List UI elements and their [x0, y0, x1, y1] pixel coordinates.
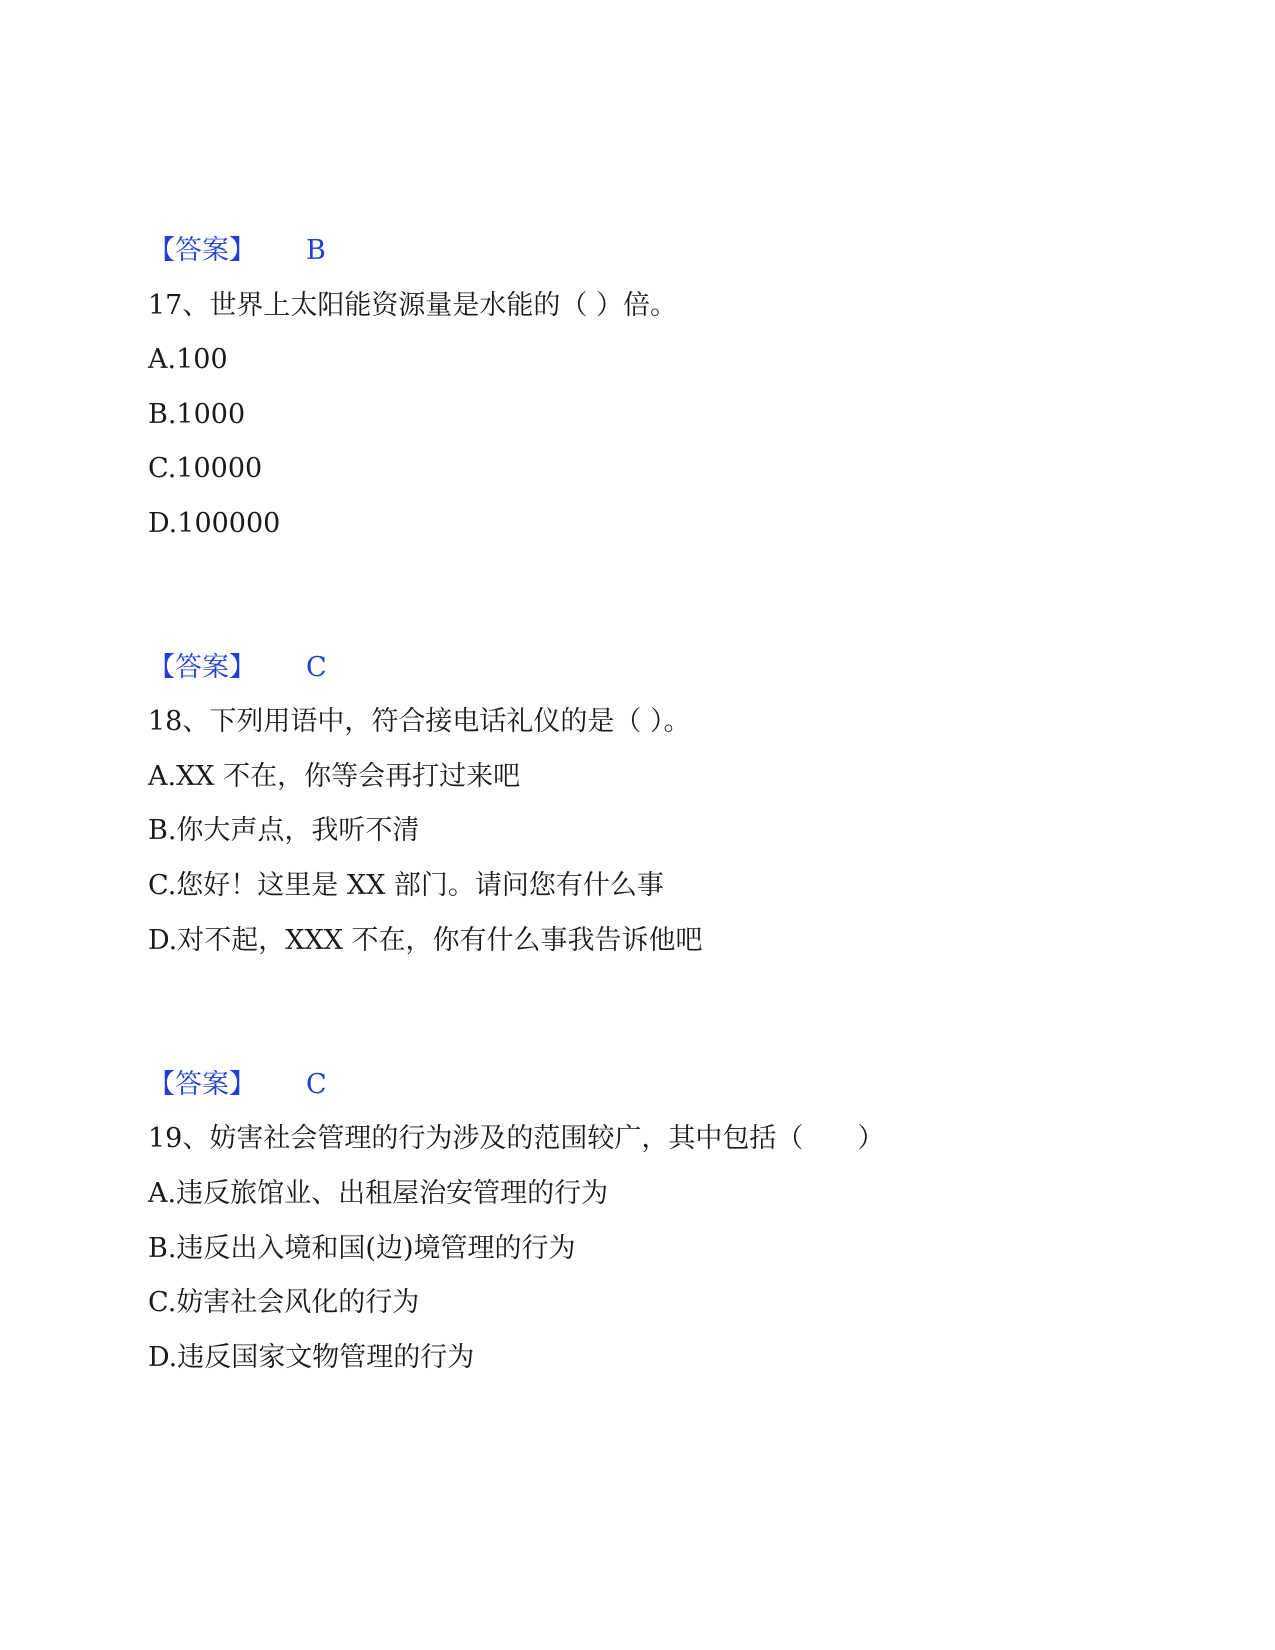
answer-label: 【答案】	[148, 1069, 256, 1100]
option-c: C.妨害社会风化的行为	[148, 1287, 420, 1318]
answer-label: 【答案】	[148, 652, 256, 683]
option-d: D.违反国家文物管理的行为	[148, 1342, 475, 1373]
option-b: B.违反出入境和国(边)境管理的行为	[148, 1233, 576, 1264]
answer-value: C	[306, 652, 327, 683]
option-d: D.对不起，XXX 不在，你有什么事我告诉他吧	[148, 925, 703, 956]
question-17: 17、世界上太阳能资源量是水能的（ ）倍。	[148, 290, 677, 321]
answer-line	[148, 1068, 327, 1102]
question-19: 19、妨害社会管理的行为涉及的范围较广，其中包括（ ）	[148, 1123, 885, 1154]
answer-label: 【答案】	[148, 235, 256, 266]
answer-value: C	[306, 1069, 327, 1100]
option-a: A.100	[148, 344, 228, 375]
option-b: B.1000	[148, 399, 246, 430]
option-a: A.违反旅馆业、出租屋治安管理的行为	[148, 1178, 609, 1209]
option-c: C.10000	[148, 453, 263, 484]
answer-value: B	[306, 235, 326, 266]
option-b: B.你大声点，我听不清	[148, 815, 420, 846]
answer-line	[148, 651, 327, 685]
option-c: C.您好！这里是 XX 部门。请问您有什么事	[148, 870, 664, 901]
question-18: 18、下列用语中，符合接电话礼仪的是（ ）。	[148, 706, 691, 737]
answer-line	[148, 234, 326, 268]
option-d: D.100000	[148, 508, 281, 539]
option-a: A.XX 不在，你等会再打过来吧	[148, 761, 521, 792]
